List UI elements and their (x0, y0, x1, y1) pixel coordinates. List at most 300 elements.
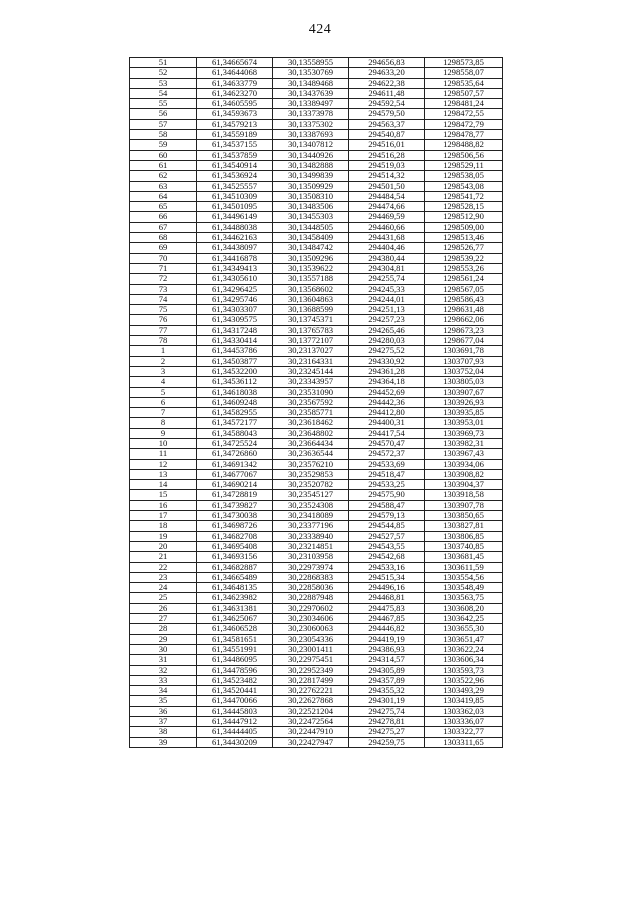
table-row (130, 428, 503, 438)
x-coordinate-cell: 294265,46 (349, 325, 425, 335)
latitude-cell: 61,34536924 (197, 171, 273, 181)
point-number-cell: 28 (130, 624, 197, 634)
x-coordinate-cell: 294533,16 (349, 562, 425, 572)
longitude-cell: 30,23103958 (273, 552, 349, 562)
longitude-cell: 30,23377196 (273, 521, 349, 531)
latitude-cell: 61,34503877 (197, 356, 273, 366)
table-row (130, 109, 503, 119)
x-coordinate-cell: 294452,69 (349, 387, 425, 397)
y-coordinate-cell: 1303827,81 (425, 521, 503, 531)
longitude-cell: 30,13509929 (273, 181, 349, 191)
point-number-cell: 14 (130, 480, 197, 490)
x-coordinate-cell: 294518,47 (349, 469, 425, 479)
table-row (130, 644, 503, 654)
y-coordinate-cell: 1298677,04 (425, 336, 503, 346)
y-coordinate-cell: 1298538,05 (425, 171, 503, 181)
table-row (130, 346, 503, 356)
y-coordinate-cell: 1303926,93 (425, 397, 503, 407)
x-coordinate-cell: 294611,48 (349, 88, 425, 98)
point-number-cell: 53 (130, 78, 197, 88)
latitude-cell: 61,34438097 (197, 243, 273, 253)
longitude-cell: 30,22952349 (273, 665, 349, 675)
longitude-cell: 30,23531090 (273, 387, 349, 397)
point-number-cell: 78 (130, 336, 197, 346)
longitude-cell: 30,22762221 (273, 686, 349, 696)
point-number-cell: 19 (130, 531, 197, 541)
point-number-cell: 13 (130, 469, 197, 479)
point-number-cell: 30 (130, 644, 197, 654)
y-coordinate-cell: 1303593,73 (425, 665, 503, 675)
point-number-cell: 60 (130, 150, 197, 160)
latitude-cell: 61,34690214 (197, 480, 273, 490)
latitude-cell: 61,34631381 (197, 603, 273, 613)
x-coordinate-cell: 294570,47 (349, 438, 425, 448)
table-row (130, 305, 503, 315)
y-coordinate-cell: 1303322,77 (425, 727, 503, 737)
y-coordinate-cell: 1303740,85 (425, 541, 503, 551)
x-coordinate-cell: 294533,25 (349, 480, 425, 490)
y-coordinate-cell: 1303681,45 (425, 552, 503, 562)
x-coordinate-cell: 294527,57 (349, 531, 425, 541)
latitude-cell: 61,34349413 (197, 263, 273, 273)
table-row (130, 655, 503, 665)
y-coordinate-cell: 1298673,23 (425, 325, 503, 335)
longitude-cell: 30,13482888 (273, 160, 349, 170)
x-coordinate-cell: 294572,37 (349, 449, 425, 459)
x-coordinate-cell: 294516,28 (349, 150, 425, 160)
x-coordinate-cell: 294245,33 (349, 284, 425, 294)
y-coordinate-cell: 1303805,03 (425, 377, 503, 387)
latitude-cell: 61,34682887 (197, 562, 273, 572)
latitude-cell: 61,34677067 (197, 469, 273, 479)
table-row (130, 737, 503, 747)
latitude-cell: 61,34648135 (197, 583, 273, 593)
point-number-cell: 10 (130, 438, 197, 448)
y-coordinate-cell: 1298541,72 (425, 191, 503, 201)
table-row (130, 119, 503, 129)
longitude-cell: 30,22973974 (273, 562, 349, 572)
point-number-cell: 77 (130, 325, 197, 335)
point-number-cell: 24 (130, 583, 197, 593)
point-number-cell: 70 (130, 253, 197, 263)
point-number-cell: 16 (130, 500, 197, 510)
latitude-cell: 61,34739827 (197, 500, 273, 510)
point-number-cell: 27 (130, 614, 197, 624)
longitude-cell: 30,22970602 (273, 603, 349, 613)
x-coordinate-cell: 294431,68 (349, 233, 425, 243)
table-row (130, 171, 503, 181)
x-coordinate-cell: 294579,50 (349, 109, 425, 119)
x-coordinate-cell: 294417,54 (349, 428, 425, 438)
latitude-cell: 61,34693156 (197, 552, 273, 562)
latitude-cell: 61,34633779 (197, 78, 273, 88)
table-row (130, 284, 503, 294)
latitude-cell: 61,34525557 (197, 181, 273, 191)
x-coordinate-cell: 294515,34 (349, 572, 425, 582)
point-number-cell: 32 (130, 665, 197, 675)
point-number-cell: 25 (130, 593, 197, 603)
x-coordinate-cell: 294412,80 (349, 408, 425, 418)
table-row (130, 130, 503, 140)
latitude-cell: 61,34605595 (197, 99, 273, 109)
latitude-cell: 61,34523482 (197, 675, 273, 685)
longitude-cell: 30,23664434 (273, 438, 349, 448)
x-coordinate-cell: 294516,01 (349, 140, 425, 150)
table-row (130, 325, 503, 335)
x-coordinate-cell: 294575,90 (349, 490, 425, 500)
longitude-cell: 30,23418089 (273, 511, 349, 521)
table-row (130, 212, 503, 222)
x-coordinate-cell: 294656,83 (349, 58, 425, 68)
x-coordinate-cell: 294304,81 (349, 263, 425, 273)
longitude-cell: 30,22817499 (273, 675, 349, 685)
point-number-cell: 52 (130, 68, 197, 78)
latitude-cell: 61,34462163 (197, 233, 273, 243)
longitude-cell: 30,13530769 (273, 68, 349, 78)
y-coordinate-cell: 1303611,59 (425, 562, 503, 572)
table-row (130, 552, 503, 562)
longitude-cell: 30,13765783 (273, 325, 349, 335)
latitude-cell: 61,34296425 (197, 284, 273, 294)
y-coordinate-cell: 1303953,01 (425, 418, 503, 428)
point-number-cell: 67 (130, 222, 197, 232)
table-row (130, 583, 503, 593)
point-number-cell: 34 (130, 686, 197, 696)
y-coordinate-cell: 1298472,79 (425, 119, 503, 129)
table-row (130, 387, 503, 397)
latitude-cell: 61,34579213 (197, 119, 273, 129)
point-number-cell: 74 (130, 294, 197, 304)
table-row (130, 243, 503, 253)
latitude-cell: 61,34725524 (197, 438, 273, 448)
longitude-cell: 30,23343957 (273, 377, 349, 387)
y-coordinate-cell: 1298513,46 (425, 233, 503, 243)
y-coordinate-cell: 1298539,22 (425, 253, 503, 263)
point-number-cell: 3 (130, 366, 197, 376)
y-coordinate-cell: 1303419,85 (425, 696, 503, 706)
longitude-cell: 30,13499839 (273, 171, 349, 181)
point-number-cell: 66 (130, 212, 197, 222)
table-row (130, 366, 503, 376)
longitude-cell: 30,13539622 (273, 263, 349, 273)
y-coordinate-cell: 1303935,85 (425, 408, 503, 418)
longitude-cell: 30,22427947 (273, 737, 349, 747)
latitude-cell: 61,34445803 (197, 706, 273, 716)
latitude-cell: 61,34730038 (197, 511, 273, 521)
x-coordinate-cell: 294501,50 (349, 181, 425, 191)
longitude-cell: 30,23567592 (273, 397, 349, 407)
table-row (130, 511, 503, 521)
longitude-cell: 30,22868383 (273, 572, 349, 582)
latitude-cell: 61,34623270 (197, 88, 273, 98)
x-coordinate-cell: 294278,81 (349, 717, 425, 727)
latitude-cell: 61,34691342 (197, 459, 273, 469)
longitude-cell: 30,23585771 (273, 408, 349, 418)
y-coordinate-cell: 1303691,78 (425, 346, 503, 356)
latitude-cell: 61,34478596 (197, 665, 273, 675)
longitude-cell: 30,13375302 (273, 119, 349, 129)
point-number-cell: 59 (130, 140, 197, 150)
table-row (130, 191, 503, 201)
latitude-cell: 61,34536112 (197, 377, 273, 387)
x-coordinate-cell: 294519,03 (349, 160, 425, 170)
longitude-cell: 30,13389497 (273, 99, 349, 109)
point-number-cell: 12 (130, 459, 197, 469)
point-number-cell: 69 (130, 243, 197, 253)
table-row (130, 562, 503, 572)
table-row (130, 541, 503, 551)
point-number-cell: 4 (130, 377, 197, 387)
table-row (130, 531, 503, 541)
latitude-cell: 61,34416878 (197, 253, 273, 263)
table-row (130, 397, 503, 407)
longitude-cell: 30,23648802 (273, 428, 349, 438)
table-row (130, 480, 503, 490)
table-row (130, 315, 503, 325)
y-coordinate-cell: 1298481,24 (425, 99, 503, 109)
point-number-cell: 22 (130, 562, 197, 572)
longitude-cell: 30,23636544 (273, 449, 349, 459)
table-row (130, 99, 503, 109)
x-coordinate-cell: 294275,74 (349, 706, 425, 716)
y-coordinate-cell: 1303969,73 (425, 428, 503, 438)
y-coordinate-cell: 1303548,49 (425, 583, 503, 593)
x-coordinate-cell: 294442,36 (349, 397, 425, 407)
table-row (130, 58, 503, 68)
x-coordinate-cell: 294622,38 (349, 78, 425, 88)
table-row (130, 418, 503, 428)
longitude-cell: 30,23618462 (273, 418, 349, 428)
table-row (130, 500, 503, 510)
latitude-cell: 61,34532200 (197, 366, 273, 376)
point-number-cell: 36 (130, 706, 197, 716)
y-coordinate-cell: 1303982,31 (425, 438, 503, 448)
y-coordinate-cell: 1298528,15 (425, 202, 503, 212)
latitude-cell: 61,34303307 (197, 305, 273, 315)
y-coordinate-cell: 1298512,90 (425, 212, 503, 222)
point-number-cell: 33 (130, 675, 197, 685)
x-coordinate-cell: 294251,13 (349, 305, 425, 315)
longitude-cell: 30,13509296 (273, 253, 349, 263)
point-number-cell: 23 (130, 572, 197, 582)
point-number-cell: 64 (130, 191, 197, 201)
x-coordinate-cell: 294496,16 (349, 583, 425, 593)
y-coordinate-cell: 1298573,85 (425, 58, 503, 68)
table-row (130, 263, 503, 273)
point-number-cell: 51 (130, 58, 197, 68)
longitude-cell: 30,13483506 (273, 202, 349, 212)
x-coordinate-cell: 294419,19 (349, 634, 425, 644)
table-row (130, 521, 503, 531)
longitude-cell: 30,23524308 (273, 500, 349, 510)
latitude-cell: 61,34520441 (197, 686, 273, 696)
latitude-cell: 61,34606528 (197, 624, 273, 634)
x-coordinate-cell: 294446,82 (349, 624, 425, 634)
longitude-cell: 30,23520782 (273, 480, 349, 490)
y-coordinate-cell: 1303554,56 (425, 572, 503, 582)
longitude-cell: 30,22521204 (273, 706, 349, 716)
point-number-cell: 37 (130, 717, 197, 727)
latitude-cell: 61,34317248 (197, 325, 273, 335)
table-row (130, 294, 503, 304)
longitude-cell: 30,23060063 (273, 624, 349, 634)
latitude-cell: 61,34496149 (197, 212, 273, 222)
table-row (130, 469, 503, 479)
y-coordinate-cell: 1303311,65 (425, 737, 503, 747)
point-number-cell: 54 (130, 88, 197, 98)
latitude-cell: 61,34510309 (197, 191, 273, 201)
latitude-cell: 61,34295746 (197, 294, 273, 304)
y-coordinate-cell: 1303606,34 (425, 655, 503, 665)
y-coordinate-cell: 1303850,65 (425, 511, 503, 521)
latitude-cell: 61,34305610 (197, 274, 273, 284)
point-number-cell: 26 (130, 603, 197, 613)
x-coordinate-cell: 294404,46 (349, 243, 425, 253)
latitude-cell: 61,34625067 (197, 614, 273, 624)
y-coordinate-cell: 1298478,77 (425, 130, 503, 140)
latitude-cell: 61,34309575 (197, 315, 273, 325)
table-row (130, 78, 503, 88)
table-row (130, 593, 503, 603)
y-coordinate-cell: 1303752,04 (425, 366, 503, 376)
table-row (130, 675, 503, 685)
y-coordinate-cell: 1298586,43 (425, 294, 503, 304)
point-number-cell: 62 (130, 171, 197, 181)
latitude-cell: 61,34470066 (197, 696, 273, 706)
point-number-cell: 9 (130, 428, 197, 438)
x-coordinate-cell: 294588,47 (349, 500, 425, 510)
x-coordinate-cell: 294579,13 (349, 511, 425, 521)
table-row (130, 222, 503, 232)
latitude-cell: 61,34447912 (197, 717, 273, 727)
point-number-cell: 76 (130, 315, 197, 325)
latitude-cell: 61,34726860 (197, 449, 273, 459)
x-coordinate-cell: 294305,89 (349, 665, 425, 675)
point-number-cell: 57 (130, 119, 197, 129)
table-row (130, 459, 503, 469)
y-coordinate-cell: 1298506,56 (425, 150, 503, 160)
latitude-cell: 61,34453786 (197, 346, 273, 356)
y-coordinate-cell: 1303918,58 (425, 490, 503, 500)
table-row (130, 253, 503, 263)
longitude-cell: 30,22447910 (273, 727, 349, 737)
longitude-cell: 30,22627868 (273, 696, 349, 706)
latitude-cell: 61,34551991 (197, 644, 273, 654)
table-row (130, 140, 503, 150)
table-row (130, 624, 503, 634)
x-coordinate-cell: 294467,85 (349, 614, 425, 624)
latitude-cell: 61,34540914 (197, 160, 273, 170)
y-coordinate-cell: 1298526,77 (425, 243, 503, 253)
table-row (130, 202, 503, 212)
point-number-cell: 2 (130, 356, 197, 366)
x-coordinate-cell: 294540,87 (349, 130, 425, 140)
longitude-cell: 30,22887948 (273, 593, 349, 603)
y-coordinate-cell: 1303934,06 (425, 459, 503, 469)
point-number-cell: 31 (130, 655, 197, 665)
longitude-cell: 30,23054336 (273, 634, 349, 644)
point-number-cell: 56 (130, 109, 197, 119)
point-number-cell: 11 (130, 449, 197, 459)
point-number-cell: 18 (130, 521, 197, 531)
longitude-cell: 30,23338940 (273, 531, 349, 541)
latitude-cell: 61,34665674 (197, 58, 273, 68)
y-coordinate-cell: 1303967,43 (425, 449, 503, 459)
table-row (130, 706, 503, 716)
longitude-cell: 30,23576210 (273, 459, 349, 469)
y-coordinate-cell: 1298567,05 (425, 284, 503, 294)
latitude-cell: 61,34537155 (197, 140, 273, 150)
longitude-cell: 30,13557188 (273, 274, 349, 284)
table-row (130, 88, 503, 98)
y-coordinate-cell: 1303608,20 (425, 603, 503, 613)
y-coordinate-cell: 1298507,57 (425, 88, 503, 98)
longitude-cell: 30,23245144 (273, 366, 349, 376)
latitude-cell: 61,34430209 (197, 737, 273, 747)
longitude-cell: 30,13448505 (273, 222, 349, 232)
latitude-cell: 61,34593673 (197, 109, 273, 119)
latitude-cell: 61,34728819 (197, 490, 273, 500)
point-number-cell: 6 (130, 397, 197, 407)
x-coordinate-cell: 294275,52 (349, 346, 425, 356)
x-coordinate-cell: 294563,37 (349, 119, 425, 129)
x-coordinate-cell: 294330,92 (349, 356, 425, 366)
point-number-cell: 21 (130, 552, 197, 562)
point-number-cell: 72 (130, 274, 197, 284)
latitude-cell: 61,34486095 (197, 655, 273, 665)
y-coordinate-cell: 1298662,06 (425, 315, 503, 325)
longitude-cell: 30,22975451 (273, 655, 349, 665)
longitude-cell: 30,13455303 (273, 212, 349, 222)
point-number-cell: 1 (130, 346, 197, 356)
table-row (130, 696, 503, 706)
x-coordinate-cell: 294380,44 (349, 253, 425, 263)
coordinates-table-body (130, 58, 503, 748)
y-coordinate-cell: 1303651,47 (425, 634, 503, 644)
table-row (130, 490, 503, 500)
x-coordinate-cell: 294280,03 (349, 336, 425, 346)
table-row (130, 686, 503, 696)
latitude-cell: 61,34682708 (197, 531, 273, 541)
x-coordinate-cell: 294275,27 (349, 727, 425, 737)
longitude-cell: 30,13458409 (273, 233, 349, 243)
point-number-cell: 35 (130, 696, 197, 706)
y-coordinate-cell: 1303904,37 (425, 480, 503, 490)
point-number-cell: 68 (130, 233, 197, 243)
point-number-cell: 29 (130, 634, 197, 644)
longitude-cell: 30,13484742 (273, 243, 349, 253)
point-number-cell: 55 (130, 99, 197, 109)
longitude-cell: 30,13440926 (273, 150, 349, 160)
y-coordinate-cell: 1303362,03 (425, 706, 503, 716)
point-number-cell: 73 (130, 284, 197, 294)
latitude-cell: 61,34644068 (197, 68, 273, 78)
y-coordinate-cell: 1303563,75 (425, 593, 503, 603)
x-coordinate-cell: 294255,74 (349, 274, 425, 284)
table-row (130, 727, 503, 737)
point-number-cell: 75 (130, 305, 197, 315)
y-coordinate-cell: 1298553,26 (425, 263, 503, 273)
longitude-cell: 30,13558955 (273, 58, 349, 68)
x-coordinate-cell: 294361,28 (349, 366, 425, 376)
longitude-cell: 30,13604863 (273, 294, 349, 304)
longitude-cell: 30,23214851 (273, 541, 349, 551)
longitude-cell: 30,13373978 (273, 109, 349, 119)
x-coordinate-cell: 294474,66 (349, 202, 425, 212)
x-coordinate-cell: 294484,54 (349, 191, 425, 201)
latitude-cell: 61,34698726 (197, 521, 273, 531)
x-coordinate-cell: 294468,81 (349, 593, 425, 603)
